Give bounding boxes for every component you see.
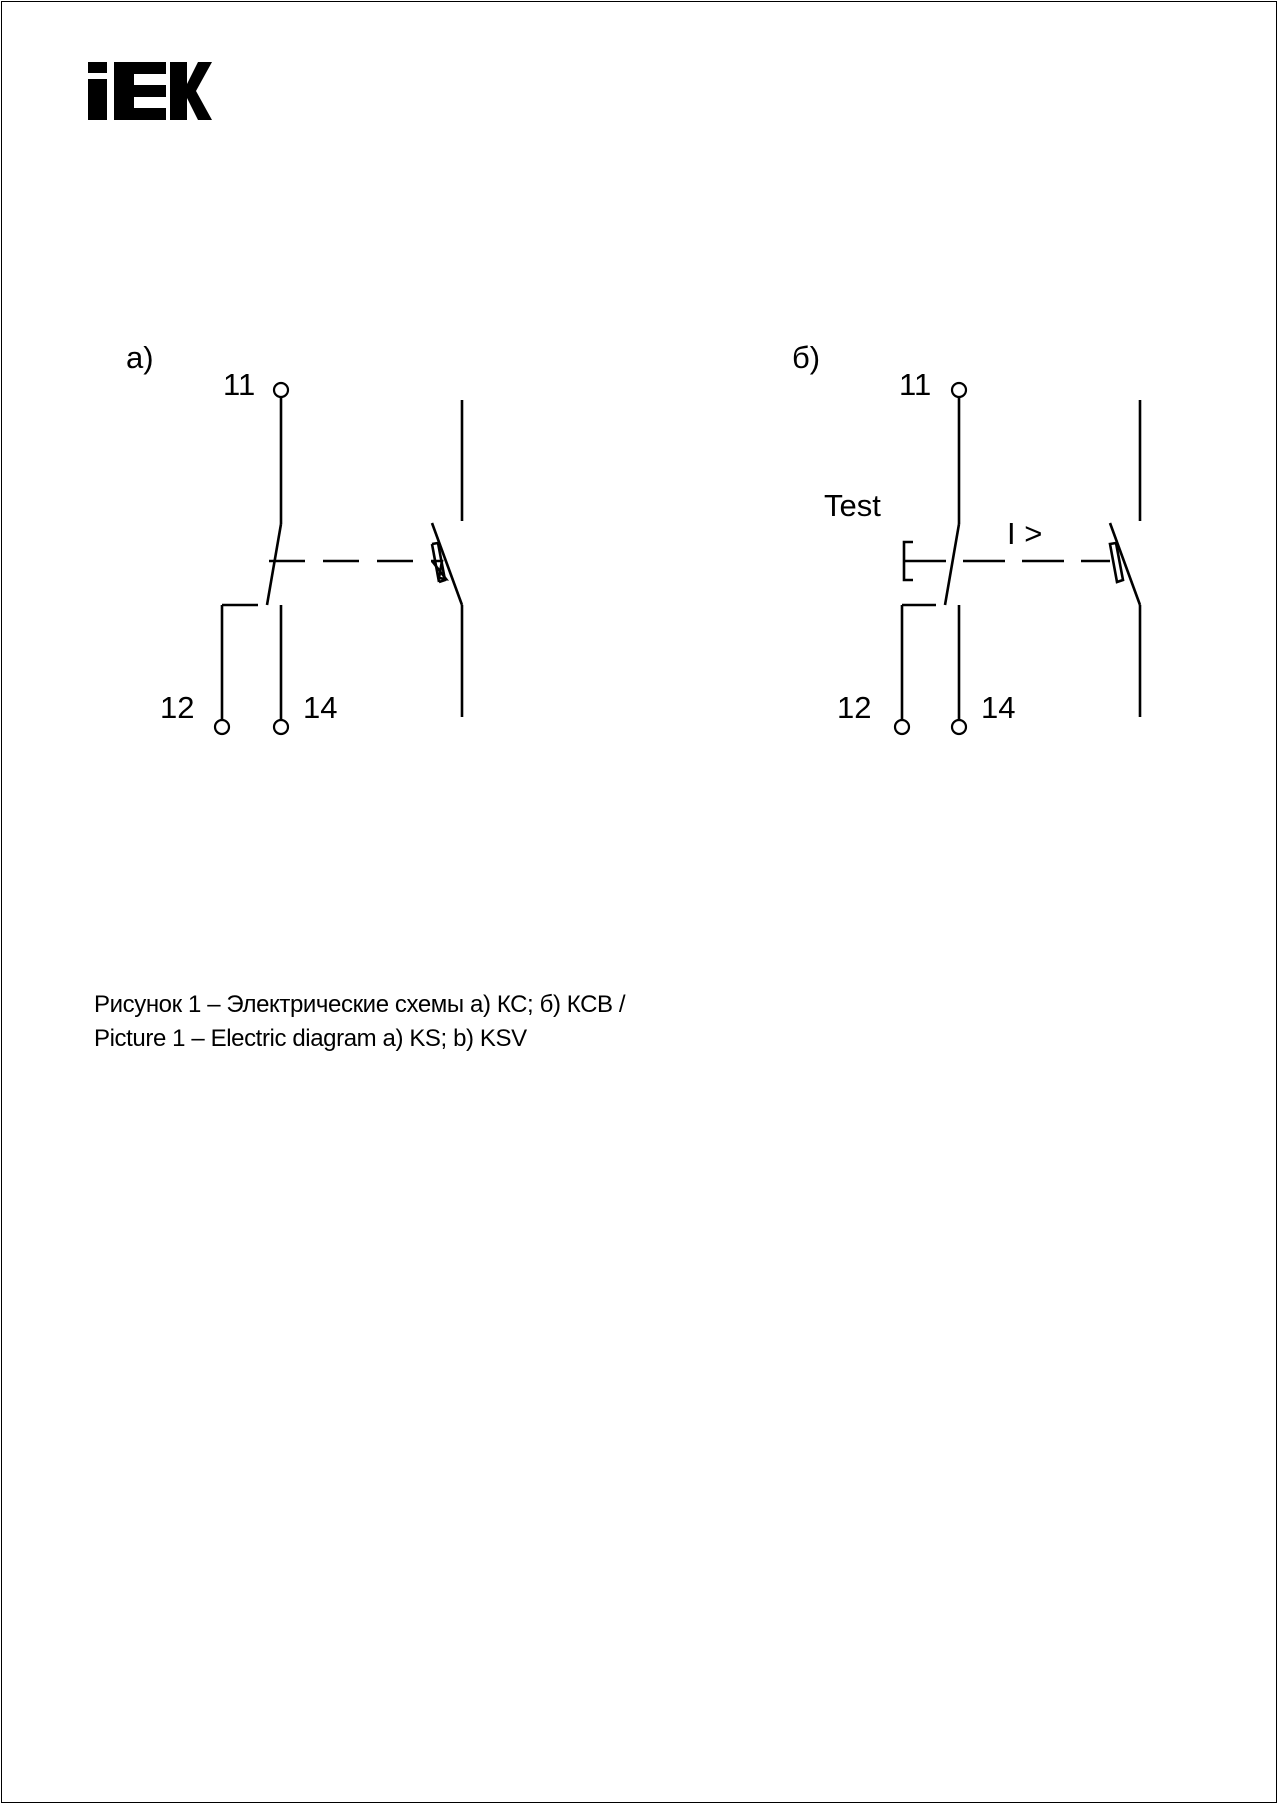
diagram-a-terminal-11-circle [274, 383, 288, 397]
diagram-b-overcurrent-label: I > [1007, 516, 1043, 551]
diagram-b-terminal-14-circle [952, 720, 966, 734]
diagram-a-label: а) [126, 340, 154, 375]
figure-caption [94, 988, 994, 1056]
electric-diagrams [2, 2, 1280, 802]
caption-line-en: Picture 1 – Electric diagram a) KS; b) KSV [94, 1025, 527, 1052]
diagram-b-label: б) [792, 340, 821, 375]
diagram-a [126, 340, 462, 734]
diagram-b-terminal-14: 14 [981, 690, 1016, 725]
diagram-b-terminal-12: 12 [837, 690, 872, 725]
caption-line-ru: Рисунок 1 – Электрические схемы а) КС; б) КСВ / [94, 991, 626, 1018]
diagram-a-terminal-12-circle [215, 720, 229, 734]
document-page [1, 1, 1277, 1803]
diagram-b-contact-blade [945, 524, 959, 605]
diagram-b-terminal-11-circle [952, 383, 966, 397]
diagram-b-terminal-11: 11 [899, 367, 932, 402]
diagram-a-terminal-11: 11 [223, 367, 256, 402]
diagram-b-test-label: Test [824, 488, 881, 523]
diagram-b [792, 340, 1140, 734]
diagram-a-contact-blade [267, 524, 281, 605]
diagram-a-terminal-12: 12 [160, 690, 195, 725]
diagram-b-terminal-12-circle [895, 720, 909, 734]
diagram-a-terminal-14: 14 [303, 690, 338, 725]
diagram-a-terminal-14-circle [274, 720, 288, 734]
